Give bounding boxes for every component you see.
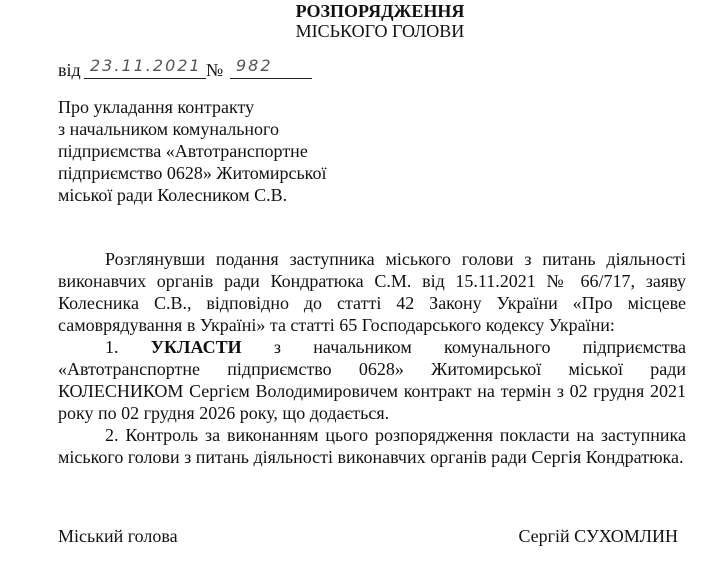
subject-block xyxy=(58,96,327,206)
item-1-keyword: УКЛАСТИ xyxy=(150,337,242,357)
item-1-number: 1. xyxy=(105,337,119,357)
document-subtitle: МІСЬКОГО ГОЛОВИ xyxy=(295,21,465,41)
number-label: № xyxy=(206,60,224,80)
item-1-paragraph xyxy=(58,336,686,424)
subject-line: міської ради Колесником С.В. xyxy=(58,185,288,205)
subject-line: з начальником комунального xyxy=(58,119,279,139)
document-body xyxy=(58,248,686,468)
number-value: 982 xyxy=(230,56,312,79)
item-2-paragraph: 2. Контроль за виконанням цього розпорядження покласти на заступника міського голови з питань діяльності виконавчих органів ради Сергія Кондратюка. xyxy=(58,425,686,467)
date-label: від xyxy=(58,60,81,80)
subject-line: підприємства «Автотранспортне xyxy=(58,141,308,161)
signature-position: Міський голова xyxy=(58,526,178,546)
intro-paragraph: Розглянувши подання заступника міського голови з питань діяльності виконавчих органів ради Кондратюка С.М. від 15.11.2021 № 66/717, заяву Колесника С.В., відповідно до статті 42 Закону України «Про місцеве самоврядування в Україні» та статті 65 Господарського кодексу України: xyxy=(58,249,686,335)
subject-line: підприємство 0628» Житомирської xyxy=(58,163,327,183)
document-title: РОЗПОРЯДЖЕННЯ xyxy=(295,1,465,21)
subject-line: Про укладання контракту xyxy=(58,97,255,117)
signature-name: Сергій СУХОМЛИН xyxy=(518,526,678,546)
item-1-text: з начальником комунального підприємства «Автотранспортне підприємство 0628» Житомирської міської ради КОЛЕСНИКОМ Сергієм Володимировичем контракт на термін з 02 грудня 2021 року по 02 грудня 2026 року, що додається. xyxy=(58,337,687,423)
date-value: 23.11.2021 xyxy=(84,56,206,79)
